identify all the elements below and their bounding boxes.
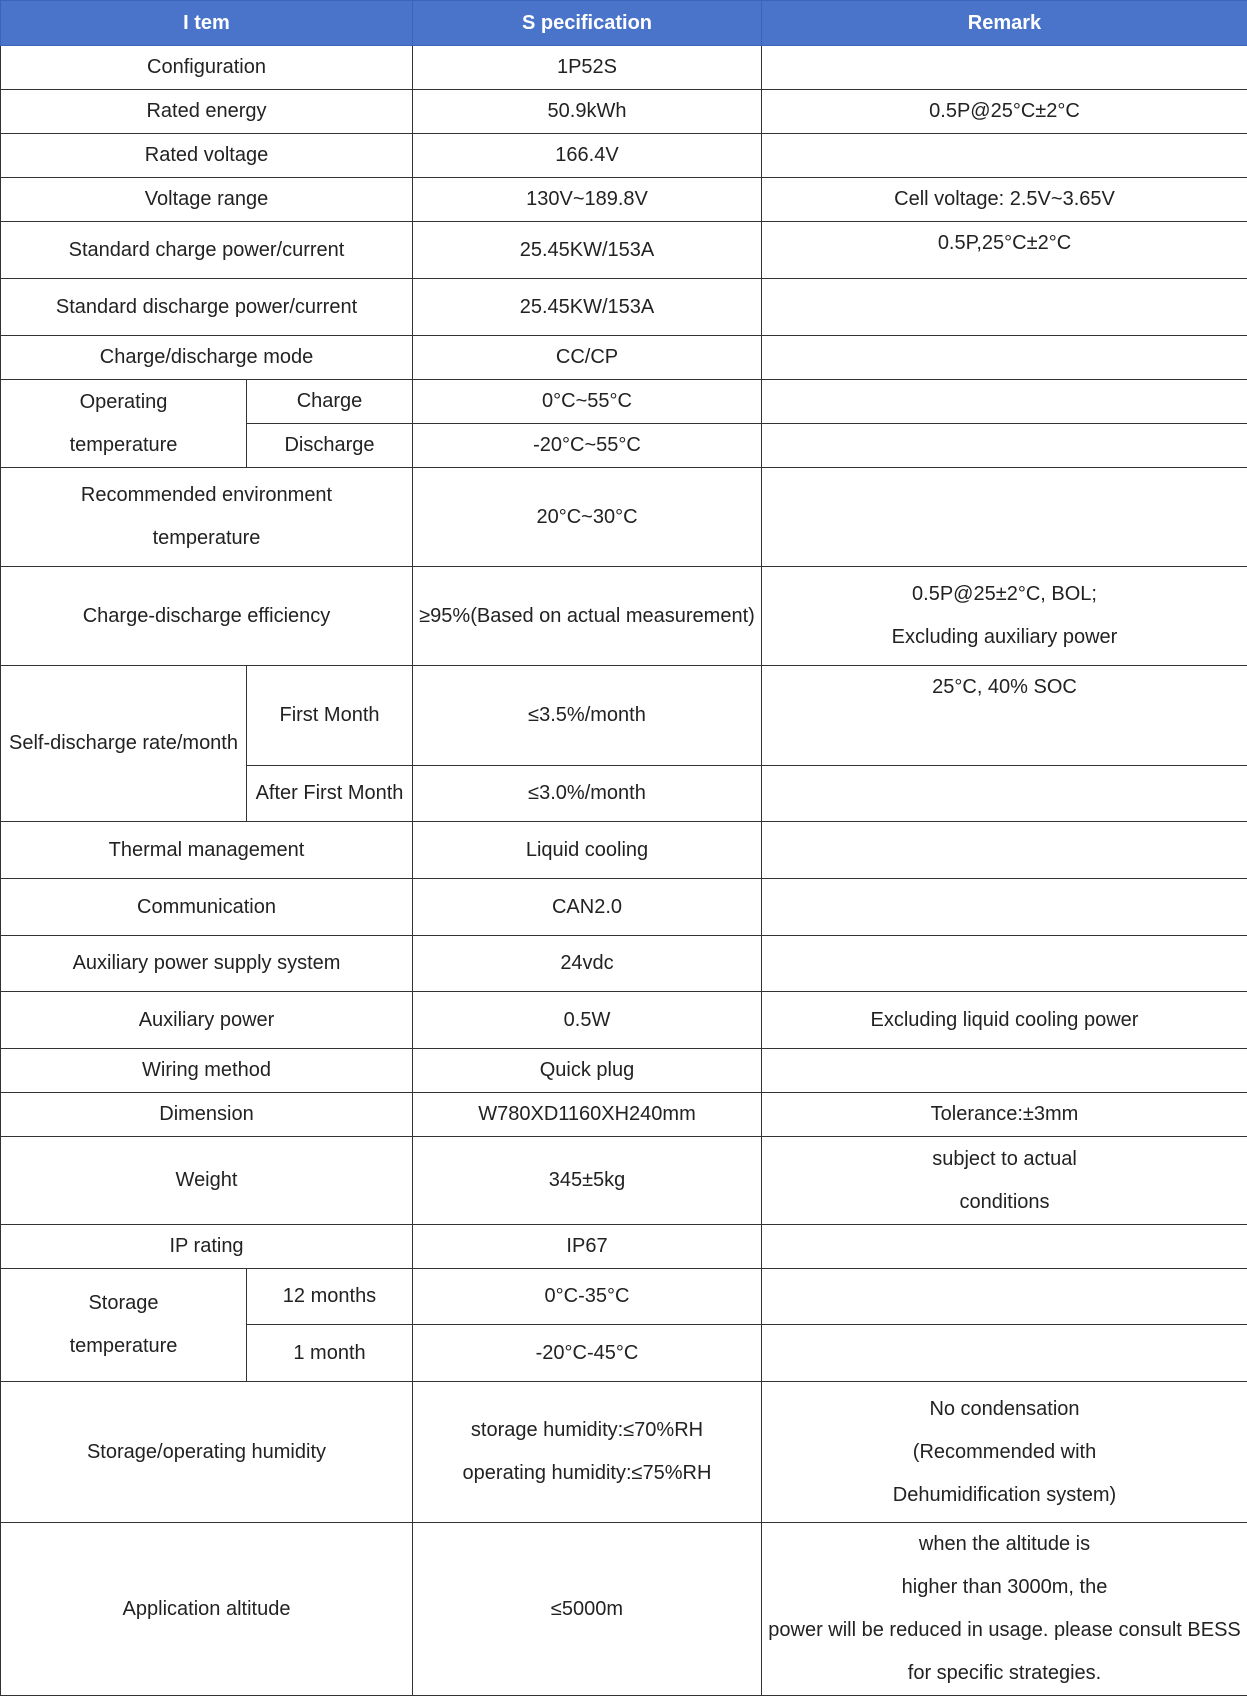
spec-cell: 0.5W (413, 992, 762, 1049)
remark-cell (762, 1523, 1247, 1696)
subitem-cell: Charge (247, 380, 413, 424)
table-row (1, 468, 1247, 567)
remark-cell (762, 134, 1247, 178)
remark-cell: Tolerance:±3mm (762, 1093, 1247, 1137)
item-cell: Rated voltage (1, 134, 413, 178)
remark-cell (762, 766, 1247, 822)
subitem-cell: After First Month (247, 766, 413, 822)
remark-cell: 0.5P,25°C±2°C (762, 222, 1247, 279)
remark-cell: Excluding liquid cooling power (762, 992, 1247, 1049)
table-row (1, 936, 1247, 992)
item-cell: Standard discharge power/current (1, 279, 413, 336)
item-cell: Rated energy (1, 90, 413, 134)
item-cell: Charge-discharge efficiency (1, 567, 413, 666)
spec-cell: Quick plug (413, 1049, 762, 1093)
spec-cell: 130V~189.8V (413, 178, 762, 222)
subitem-cell: 1 month (247, 1325, 413, 1382)
remark-cell (762, 936, 1247, 992)
item-line: Operating (79, 390, 168, 413)
item-cell: Communication (1, 879, 413, 936)
table-row (1, 336, 1247, 380)
header-specification: S pecification (413, 1, 762, 46)
spec-cell: ≥95%(Based on actual measurement) (413, 567, 762, 666)
table-row (1, 380, 1247, 424)
spec-cell: 20°C~30°C (413, 468, 762, 567)
item-cell: IP rating (1, 1225, 413, 1269)
table-row (1, 1523, 1247, 1696)
table-row (1, 90, 1247, 134)
item-cell: Weight (1, 1137, 413, 1225)
item-cell (1, 468, 413, 567)
item-cell: Charge/discharge mode (1, 336, 413, 380)
header-item: I tem (1, 1, 413, 46)
remark-line: higher than 3000m, the (901, 1576, 1108, 1598)
subitem-cell: First Month (247, 666, 413, 766)
remark-line: Excluding auxiliary power (891, 626, 1118, 648)
remark-cell (762, 1225, 1247, 1269)
table-row (1, 1049, 1247, 1093)
item-cell: Thermal management (1, 822, 413, 879)
spec-cell: 166.4V (413, 134, 762, 178)
table-row (1, 1093, 1247, 1137)
remark-cell (762, 46, 1247, 90)
item-cell: Storage/operating humidity (1, 1382, 413, 1523)
spec-cell: IP67 (413, 1225, 762, 1269)
spec-cell (413, 1382, 762, 1523)
spec-line: operating humidity:≤75%RH (462, 1462, 712, 1484)
remark-cell (762, 1049, 1247, 1093)
remark-line: (Recommended with (912, 1440, 1097, 1463)
remark-cell: Cell voltage: 2.5V~3.65V (762, 178, 1247, 222)
spec-cell: 25.45KW/153A (413, 279, 762, 336)
remark-cell (762, 1382, 1247, 1523)
remark-cell (762, 279, 1247, 336)
table-row (1, 879, 1247, 936)
spec-cell: -20°C~55°C (413, 424, 762, 468)
item-cell: Standard charge power/current (1, 222, 413, 279)
spec-cell: 1P52S (413, 46, 762, 90)
spec-cell: 0°C~55°C (413, 380, 762, 424)
item-line: Recommended environment (80, 484, 333, 506)
spec-cell: 25.45KW/153A (413, 222, 762, 279)
item-cell: Auxiliary power supply system (1, 936, 413, 992)
remark-line: when the altitude is (918, 1533, 1091, 1555)
remark-line: for specific strategies. (907, 1662, 1102, 1684)
item-cell: Configuration (1, 46, 413, 90)
remark-line: power will be reduced in usage. please consult BESS (768, 1619, 1241, 1641)
spec-cell: -20°C-45°C (413, 1325, 762, 1382)
remark-cell (762, 1325, 1247, 1382)
spec-cell: ≤3.5%/month (413, 666, 762, 766)
header-remark: Remark (762, 1, 1247, 46)
spec-cell: 345±5kg (413, 1137, 762, 1225)
remark-cell: 25°C, 40% SOC (762, 666, 1247, 766)
remark-cell: 0.5P@25°C±2°C (762, 90, 1247, 134)
item-cell: Voltage range (1, 178, 413, 222)
remark-cell (762, 1137, 1247, 1225)
remark-cell (762, 424, 1247, 468)
table-row (1, 1382, 1247, 1523)
table-row (1, 1269, 1247, 1325)
spec-cell: 24vdc (413, 936, 762, 992)
remark-cell (762, 380, 1247, 424)
item-cell: Dimension (1, 1093, 413, 1137)
remark-cell (762, 567, 1247, 666)
item-line: temperature (152, 527, 261, 549)
table-row (1, 1137, 1247, 1225)
table-header-row (1, 1, 1247, 46)
item-cell: Wiring method (1, 1049, 413, 1093)
item-cell: Self-discharge rate/month (1, 666, 247, 822)
subitem-cell: 12 months (247, 1269, 413, 1325)
remark-line: Dehumidification system) (892, 1483, 1117, 1506)
remark-cell (762, 879, 1247, 936)
subitem-cell: Discharge (247, 424, 413, 468)
spec-cell: ≤5000m (413, 1523, 762, 1696)
item-cell: Application altitude (1, 1523, 413, 1696)
spec-cell: ≤3.0%/month (413, 766, 762, 822)
item-cell (1, 1269, 247, 1382)
spec-cell: 50.9kWh (413, 90, 762, 134)
spec-cell: Liquid cooling (413, 822, 762, 879)
table-row (1, 992, 1247, 1049)
spec-cell: W780XD1160XH240mm (413, 1093, 762, 1137)
spec-line: storage humidity:≤70%RH (470, 1419, 704, 1441)
table-row (1, 822, 1247, 879)
table-row (1, 666, 1247, 766)
item-line: Storage (88, 1292, 159, 1314)
item-cell: Auxiliary power (1, 992, 413, 1049)
remark-cell (762, 468, 1247, 567)
remark-cell (762, 336, 1247, 380)
spec-cell: CC/CP (413, 336, 762, 380)
table-row (1, 134, 1247, 178)
spec-cell: CAN2.0 (413, 879, 762, 936)
remark-line: conditions (959, 1190, 1050, 1213)
remark-line: subject to actual (932, 1147, 1077, 1170)
table-row (1, 222, 1247, 279)
spec-cell: 0°C-35°C (413, 1269, 762, 1325)
remark-cell (762, 1269, 1247, 1325)
item-line: temperature (69, 1335, 178, 1357)
table-row (1, 178, 1247, 222)
remark-line: No condensation (929, 1397, 1080, 1420)
item-cell (1, 380, 247, 468)
table-row (1, 46, 1247, 90)
table-row (1, 1225, 1247, 1269)
remark-line: 0.5P@25±2°C, BOL; (912, 583, 1097, 605)
item-line: temperature (69, 433, 178, 456)
table-row (1, 567, 1247, 666)
remark-cell (762, 822, 1247, 879)
table-row (1, 279, 1247, 336)
